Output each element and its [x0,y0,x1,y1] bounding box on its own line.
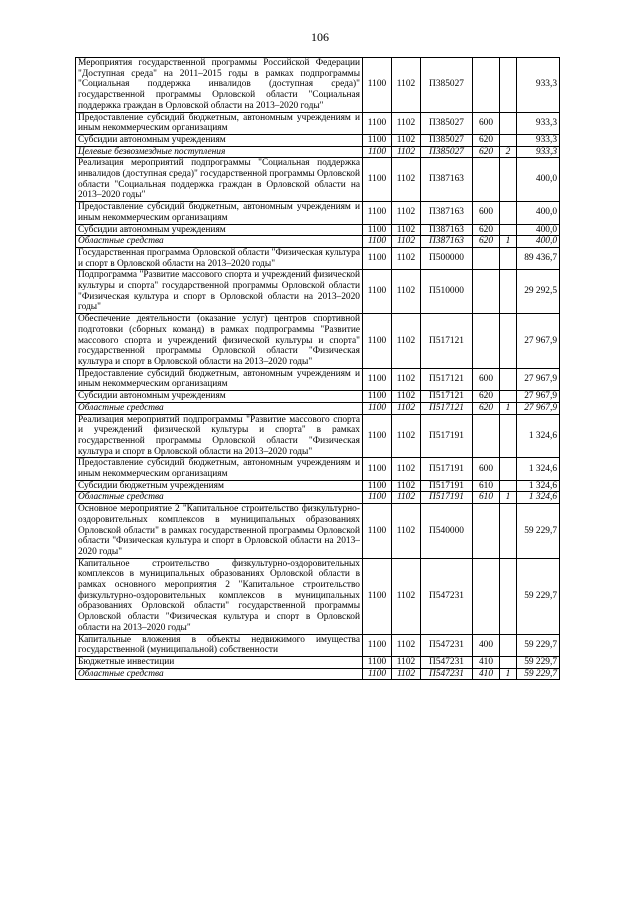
row-code-gr: 1100 [363,480,392,492]
row-code-gr: 1100 [363,134,392,146]
row-name: Предоставление субсидий бюджетным, автономным учреждениям и иным некоммерческим организациям [76,202,363,224]
row-code-rz: 1102 [392,504,421,559]
row-name: Обеспечение деятельности (оказание услуг) центров спортивной подготовки (сборных команд) в рамках подпрограммы "Развитие массового спорта и учреждений физической культуры и спорта" государственной программы Орловской области "Физическая культура и спорт в Орловской области на 2013–2020 годы" [76,314,363,369]
row-name: Предоставление субсидий бюджетным, автономным учреждениям и иным некоммерческим организациям [76,112,363,134]
row-amount: 27 967,9 [517,368,560,390]
row-name: Государственная программа Орловской области "Физическая культура и спорт в Орловской области на 2013–2020 годы" [76,247,363,269]
row-name: Предоставление субсидий бюджетным, автономным учреждениям и иным некоммерческим организациям [76,368,363,390]
row-code-vr: 600 [473,368,500,390]
row-code-src [500,656,517,668]
budget-table-body [76,58,560,680]
table-row [76,402,560,414]
row-amount: 933,3 [517,146,560,158]
row-name: Субсидии автономным учреждениям [76,224,363,236]
row-code-vr: 410 [473,668,500,680]
row-code-vr: 400 [473,634,500,656]
row-code-rz: 1102 [392,391,421,403]
row-code-vr: 620 [473,236,500,248]
row-amount: 400,0 [517,224,560,236]
row-code-src: 1 [500,668,517,680]
table-row [76,480,560,492]
row-code-cs: П387163 [421,236,473,248]
row-code-vr: 620 [473,146,500,158]
table-row [76,634,560,656]
row-code-cs: П517191 [421,414,473,458]
row-code-cs: П517191 [421,480,473,492]
row-code-gr: 1100 [363,391,392,403]
row-code-vr [473,58,500,113]
row-code-rz: 1102 [392,668,421,680]
row-code-src [500,224,517,236]
row-code-src [500,458,517,480]
row-code-rz: 1102 [392,458,421,480]
table-row [76,504,560,559]
row-amount: 1 324,6 [517,480,560,492]
row-name: Областные средства [76,668,363,680]
row-code-rz: 1102 [392,314,421,369]
budget-table [75,57,560,680]
row-code-cs: П517121 [421,368,473,390]
row-code-gr: 1100 [363,58,392,113]
row-code-gr: 1100 [363,270,392,314]
row-code-vr [473,247,500,269]
row-code-src [500,158,517,202]
row-code-vr: 620 [473,402,500,414]
row-code-cs: П385027 [421,112,473,134]
row-code-rz: 1102 [392,270,421,314]
table-row [76,270,560,314]
row-name: Субсидии автономным учреждениям [76,391,363,403]
row-name: Целевые безвозмездные поступления [76,146,363,158]
table-row [76,368,560,390]
table-row [76,668,560,680]
row-name: Бюджетные инвестиции [76,656,363,668]
table-row [76,146,560,158]
row-code-vr: 410 [473,656,500,668]
table-row [76,58,560,113]
row-code-gr: 1100 [363,247,392,269]
row-code-rz: 1102 [392,492,421,504]
row-code-src [500,270,517,314]
row-code-vr: 620 [473,134,500,146]
row-code-vr [473,414,500,458]
row-code-src [500,414,517,458]
row-code-cs: П387163 [421,202,473,224]
row-code-gr: 1100 [363,504,392,559]
row-code-cs: П517121 [421,391,473,403]
row-code-gr: 1100 [363,402,392,414]
row-code-gr: 1100 [363,236,392,248]
row-name: Областные средства [76,492,363,504]
row-code-rz: 1102 [392,224,421,236]
table-row [76,202,560,224]
row-code-rz: 1102 [392,480,421,492]
row-amount: 59 229,7 [517,656,560,668]
row-code-cs: П510000 [421,270,473,314]
table-row [76,391,560,403]
table-row [76,458,560,480]
row-code-cs: П387163 [421,224,473,236]
row-code-gr: 1100 [363,314,392,369]
row-code-src [500,134,517,146]
row-code-gr: 1100 [363,146,392,158]
row-code-src [500,247,517,269]
row-code-gr: 1100 [363,112,392,134]
table-row [76,414,560,458]
row-amount: 59 229,7 [517,668,560,680]
row-code-rz: 1102 [392,112,421,134]
row-code-vr [473,270,500,314]
row-code-src: 2 [500,146,517,158]
row-amount: 1 324,6 [517,414,560,458]
row-code-gr: 1100 [363,634,392,656]
table-row [76,558,560,634]
row-code-src [500,504,517,559]
row-name: Реализация мероприятий подпрограммы "Развитие массового спорта и учреждений физической культуры и спорта" в рамках государственной программы Орловской области "Физическая культура и спорт в Орловской области на 2013–2020 годы" [76,414,363,458]
row-code-cs: П385027 [421,146,473,158]
row-amount: 27 967,9 [517,391,560,403]
row-code-src [500,634,517,656]
row-code-vr [473,314,500,369]
row-code-cs: П540000 [421,504,473,559]
row-code-vr: 600 [473,202,500,224]
row-code-gr: 1100 [363,202,392,224]
row-code-vr: 610 [473,492,500,504]
row-amount: 933,3 [517,112,560,134]
row-name: Предоставление субсидий бюджетным, автономным учреждениям и иным некоммерческим организациям [76,458,363,480]
row-code-rz: 1102 [392,368,421,390]
row-code-rz: 1102 [392,656,421,668]
row-amount: 27 967,9 [517,402,560,414]
table-row [76,247,560,269]
row-code-src [500,558,517,634]
row-code-src: 1 [500,236,517,248]
row-code-src: 1 [500,492,517,504]
row-code-gr: 1100 [363,158,392,202]
table-row [76,492,560,504]
row-code-vr: 620 [473,391,500,403]
row-name: Капитальное строительство физкультурно-оздоровительных комплексов в муниципальных образованиях Орловской области в рамках основного мероприятия 2 "Капитальное строительство физкультурно-оздоровительных комплексов в муниципальных образованиях Орловской области" государственной программы Орловской области "Физическая культура и спорт в Орловской области на 2013–2020 годы" [76,558,363,634]
row-code-rz: 1102 [392,134,421,146]
row-code-src [500,368,517,390]
row-code-cs: П517191 [421,458,473,480]
row-code-vr: 610 [473,480,500,492]
row-code-src [500,391,517,403]
row-amount: 933,3 [517,58,560,113]
row-amount: 400,0 [517,158,560,202]
row-amount: 59 229,7 [517,558,560,634]
row-amount: 933,3 [517,134,560,146]
row-code-gr: 1100 [363,656,392,668]
row-code-rz: 1102 [392,402,421,414]
row-code-rz: 1102 [392,414,421,458]
row-amount: 1 324,6 [517,458,560,480]
row-code-cs: П500000 [421,247,473,269]
row-amount: 1 324,6 [517,492,560,504]
row-code-cs: П547231 [421,558,473,634]
row-code-gr: 1100 [363,492,392,504]
row-code-vr: 600 [473,458,500,480]
row-amount: 400,0 [517,236,560,248]
table-row [76,112,560,134]
row-amount: 59 229,7 [517,504,560,559]
row-code-cs: П517121 [421,314,473,369]
row-amount: 29 292,5 [517,270,560,314]
row-code-gr: 1100 [363,558,392,634]
row-code-src [500,314,517,369]
row-name: Мероприятия государственной программы Российской Федерации "Доступная среда" на 2011–2015 годы в рамках подпрограммы "Социальная поддержка инвалидов (доступная среда)" государственной программы Орловской области "Социальная поддержка граждан в Орловской области на 2013–2020 годы" [76,58,363,113]
row-code-cs: П517121 [421,402,473,414]
table-row [76,656,560,668]
table-row [76,158,560,202]
row-amount: 89 436,7 [517,247,560,269]
row-name: Подпрограмма "Развитие массового спорта и учреждений физической культуры и спорта" государственной программы Орловской области "Физическая культура и спорт в Орловской области на 2013–2020 годы" [76,270,363,314]
row-code-gr: 1100 [363,668,392,680]
row-code-gr: 1100 [363,224,392,236]
row-code-cs: П385027 [421,134,473,146]
row-code-rz: 1102 [392,202,421,224]
row-code-src: 1 [500,402,517,414]
row-name: Реализация мероприятий подпрограммы "Социальная поддержка инвалидов (доступная среда)" государственной программы Орловской области "Социальная поддержка граждан в Орловской области на 2013–2020 годы" [76,158,363,202]
table-row [76,224,560,236]
row-code-vr [473,504,500,559]
row-code-src [500,58,517,113]
row-code-cs: П517191 [421,492,473,504]
row-code-cs: П547231 [421,634,473,656]
row-name: Областные средства [76,402,363,414]
row-code-vr [473,558,500,634]
row-code-rz: 1102 [392,146,421,158]
row-name: Субсидии автономным учреждениям [76,134,363,146]
row-code-gr: 1100 [363,414,392,458]
row-code-src [500,480,517,492]
row-code-cs: П385027 [421,58,473,113]
row-code-rz: 1102 [392,247,421,269]
table-row [76,134,560,146]
row-code-rz: 1102 [392,236,421,248]
row-code-cs: П387163 [421,158,473,202]
table-row [76,314,560,369]
row-code-rz: 1102 [392,58,421,113]
row-amount: 59 229,7 [517,634,560,656]
row-name: Областные средства [76,236,363,248]
page-number: 106 [311,30,329,44]
row-code-gr: 1100 [363,368,392,390]
row-code-rz: 1102 [392,634,421,656]
row-amount: 400,0 [517,202,560,224]
row-code-cs: П547231 [421,668,473,680]
row-code-vr: 600 [473,112,500,134]
row-code-vr [473,158,500,202]
row-code-src [500,202,517,224]
row-name: Субсидии бюджетным учреждениям [76,480,363,492]
row-code-src [500,112,517,134]
table-row [76,236,560,248]
row-code-rz: 1102 [392,558,421,634]
row-code-cs: П547231 [421,656,473,668]
row-code-gr: 1100 [363,458,392,480]
row-code-vr: 620 [473,224,500,236]
row-name: Основное мероприятие 2 "Капитальное строительство физкультурно-оздоровительных комплексов в муниципальных образованиях Орловской области" в рамках государственной программы Орловской области "Физическая культура и спорт в Орловской области на 2013–2020 годы" [76,504,363,559]
row-name: Капитальные вложения в объекты недвижимого имущества государственной (муниципальной) собственности [76,634,363,656]
row-amount: 27 967,9 [517,314,560,369]
row-code-rz: 1102 [392,158,421,202]
